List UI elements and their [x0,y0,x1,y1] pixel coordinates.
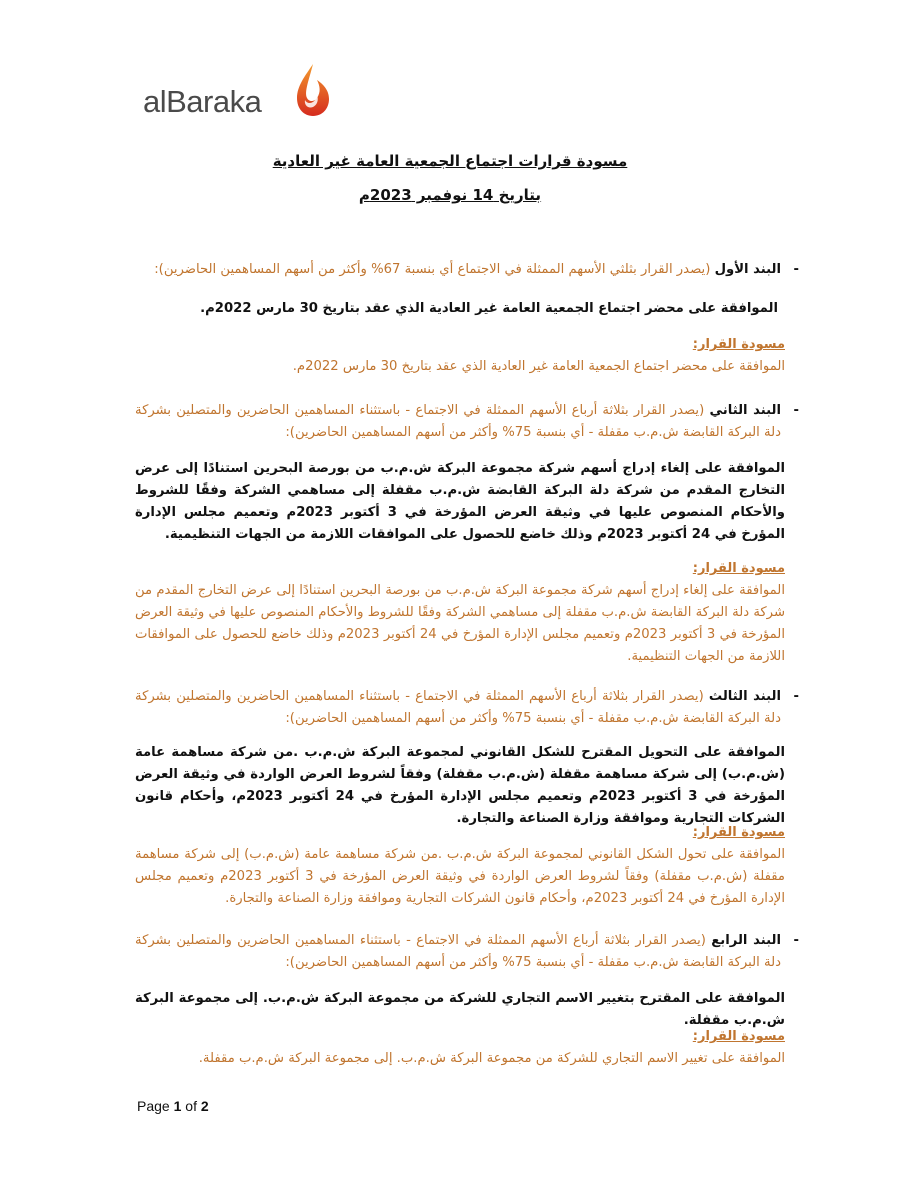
item-label: البند الثالث [708,689,782,704]
draft-block [135,1026,785,1070]
page-counter [137,1098,209,1114]
bullet-dash: - [793,933,799,948]
item-label: البند الرابع [711,933,782,948]
draft-heading: مسودة القرار: [692,337,785,352]
total-pages: 2 [200,1098,209,1114]
resolution-text: الموافقة على التحويل المقترح للشكل القانوني لمجموعة البركة ش.م.ب .من شركة مساهمة عامة (ش.م.ب) إلى شركة مساهمة مقفلة (ش.م.ب مقفلة) وفقاً لشروط العرض الواردة في وثيقة العرض المؤرخة في 3 أكتوبر 2023م وتعميم مجلس الإدارة المؤرخ في 24 أكتوبر 2023م، وأحكام قانون الشركات التجارية وموافقة وزارة الصناعة والتجارة. [135,745,785,826]
item-condition: (يصدر القرار بثلاثة أرباع الأسهم الممثلة في الاجتماع - باستثناء المساهمين الحاضرين والمتصلين بشركة دلة البركة القابضة ش.م.ب مقفلة - أي بنسبة 75% وأكثر من أسهم المساهمين الحاضرين): [135,403,781,440]
draft-heading: مسودة القرار: [692,1029,785,1044]
logo-wordmark: alBaraka [143,84,262,119]
bullet-dash: - [793,689,799,704]
of-word: of [185,1098,197,1114]
item-label: البند الثاني [709,403,781,418]
draft-text: الموافقة على تغيير الاسم التجاري للشركة من مجموعة البركة ش.م.ب. إلى مجموعة البركة ش.م.ب مقفلة. [198,1051,785,1066]
document-date: بتاريخ 14 نوفمبر 2023م [358,186,542,204]
resolution-text: الموافقة على المقترح بتغيير الاسم التجاري للشركة من مجموعة البركة ش.م.ب. إلى مجموعة البركة ش.م.ب مقفلة. [135,991,785,1028]
draft-heading: مسودة القرار: [692,561,785,576]
item-3 [135,686,799,730]
item-2 [135,400,799,444]
draft-heading: مسودة القرار: [692,825,785,840]
draft-text: الموافقة على إلغاء إدراج أسهم شركة مجموعة البركة ش.م.ب من بورصة البحرين استنادًا إلى عرض التخارج المقدم من شركة دلة البركة القابضة ش.م.ب مقفلة إلى مساهمي الشركة وفقًا للشروط والأحكام المنصوص عليها في وثيقة العرض المؤرخة في 3 أكتوبر 2023م وتعميم مجلس الإدارة المؤرخ في 24 أكتوبر 2023م وذلك خاضع للحصول على الموافقات اللازمة من الجهات التنظيمية. [135,583,785,664]
draft-text: الموافقة على تحول الشكل القانوني لمجموعة البركة ش.م.ب .من شركة مساهمة عامة (ش.م.ب) إلى شركة مساهمة مقفلة (ش.م.ب مقفلة) وفقاً لشروط العرض الواردة في وثيقة العرض المؤرخة في 3 أكتوبر 2023م وتعميم مجلس الإدارة المؤرخ في 24 أكتوبر 2023م، وأحكام قانون الشركات التجارية وموافقة وزارة الصناعة والتجارة. [135,847,785,906]
item-condition: (يصدر القرار بثلثي الأسهم الممثلة في الاجتماع أي بنسبة 67% وأكثر من أسهم المساهمين الحاضرين): [154,262,711,277]
bullet-dash: - [793,262,799,277]
current-page: 1 [173,1098,182,1114]
albaraka-logo [143,62,333,122]
draft-block [135,334,785,378]
bullet-dash: - [793,403,799,418]
item-condition: (يصدر القرار بثلاثة أرباع الأسهم الممثلة في الاجتماع - باستثناء المساهمين الحاضرين والمتصلين بشركة دلة البركة القابضة ش.م.ب مقفلة - أي بنسبة 75% وأكثر من أسهم المساهمين الحاضرين): [135,689,781,726]
item-4 [135,930,799,974]
drop-logo-icon [293,62,333,118]
draft-text: الموافقة على محضر اجتماع الجمعية العامة غير العادية الذي عقد بتاريخ 30 مارس 2022م. [292,359,785,374]
resolution-text: الموافقة على محضر اجتماع الجمعية العامة غير العادية الذي عقد بتاريخ 30 مارس 2022م. [200,301,778,316]
page-word: Page [137,1098,170,1114]
item-label: البند الأول [714,262,781,277]
draft-block [135,558,785,668]
resolution-text: الموافقة على إلغاء إدراج أسهم شركة مجموعة البركة ش.م.ب من بورصة البحرين استنادًا إلى عرض التخارج المقدم من شركة دلة البركة القابضة ش.م.ب مقفلة إلى مساهمي الشركة وفقًا للشروط والأحكام المنصوص عليها في وثيقة العرض المؤرخة في 3 أكتوبر 2023م وتعميم مجلس الإدارة المؤرخ في 24 أكتوبر 2023م وذلك خاضع للحصول على الموافقات اللازمة من الجهات التنظيمية. [135,461,785,542]
document-title: مسودة قرارات اجتماع الجمعية العامة غير العادية [272,152,628,170]
item-1 [135,259,799,281]
item-condition: (يصدر القرار بثلاثة أرباع الأسهم الممثلة في الاجتماع - باستثناء المساهمين الحاضرين والمتصلين بشركة دلة البركة القابضة ش.م.ب مقفلة - أي بنسبة 75% وأكثر من أسهم المساهمين الحاضرين): [135,933,781,970]
draft-block [135,822,785,910]
